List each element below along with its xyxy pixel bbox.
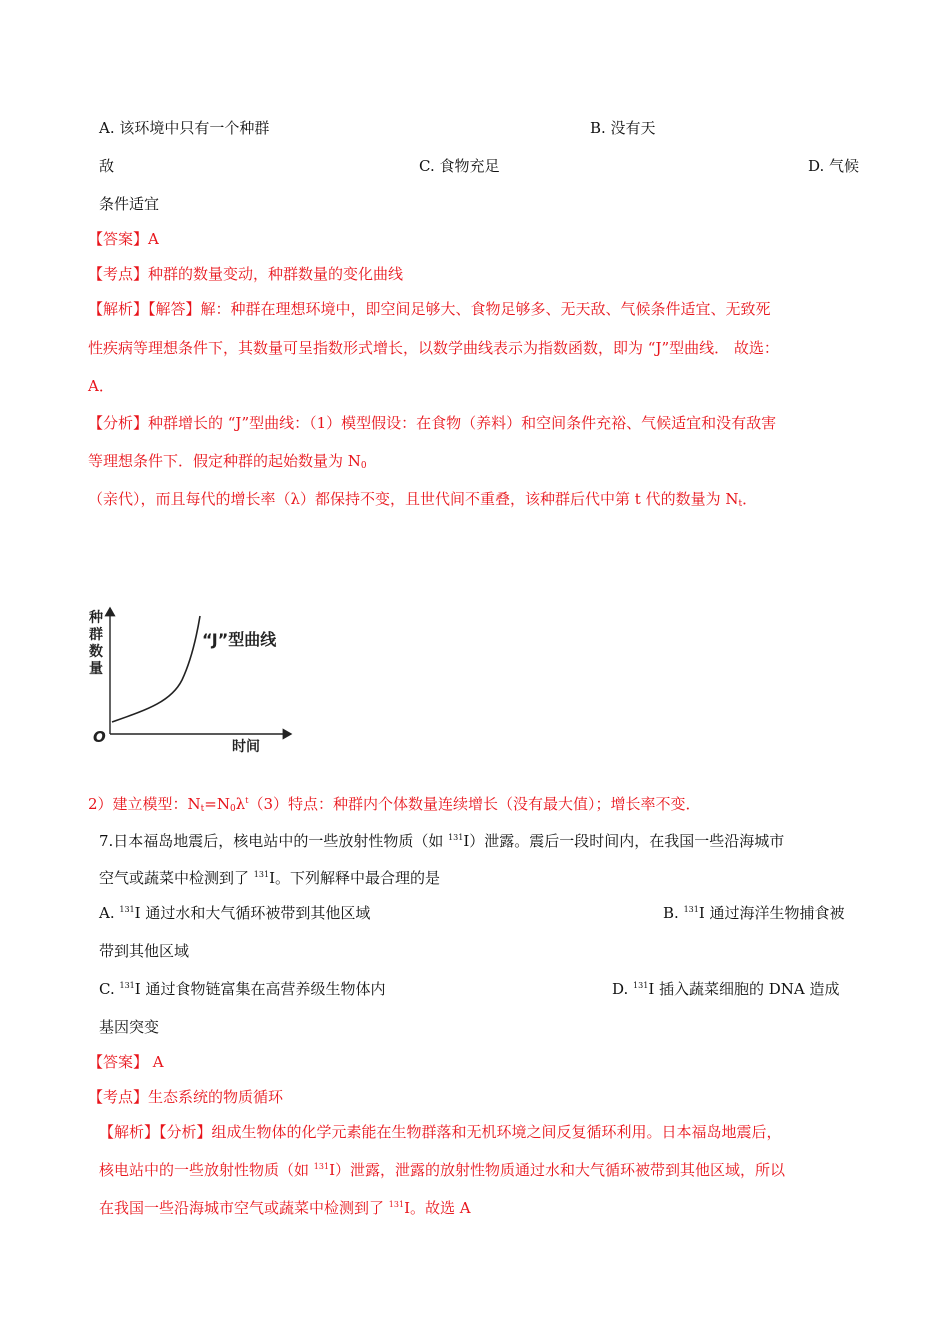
q7-stem-line1: 7.日本福岛地震后，核电站中的一些放射性物质（如 $^{131}$I）泄露。震后一段时间内，在我国一些沿海城市 (99, 832, 785, 850)
q7-answer: 【答案】 A (88, 1053, 164, 1071)
q7-option-a: A. $^{131}$I 通过水和大气循环被带到其他区域 (99, 904, 371, 922)
q6-jiexi-line2: 性疾病等理想条件下，其数量可呈指数形式增长，以数学曲线表示为指数函数，即为 “J”型曲线． 故选： (88, 339, 779, 357)
j-curve-figure (86, 600, 316, 760)
q6-fenxi-line2: 等理想条件下．假定种群的起始数量为 $N_0$ (88, 452, 367, 471)
q7-option-c: C. $^{131}$I 通过食物链富集在高营养级生物体内 (99, 980, 386, 998)
q6-kaodian: 【考点】种群的数量变动，种群数量的变化曲线 (88, 265, 404, 283)
y-label-char-2: 群 (89, 627, 103, 643)
q7-option-d-cont: 基因突变 (99, 1018, 160, 1036)
q6-fenxi-line1: 【分析】种群增长的 “J”型曲线：（1）模型假设：在食物（养料）和空间条件充裕、气候适宜和没有敌害 (88, 414, 777, 432)
q7-stem-line2: 空气或蔬菜中检测到了 $^{131}$I。下列解释中最合理的是 (99, 869, 440, 887)
curve-label: “J”型曲线 (202, 630, 277, 649)
q6-option-b: B. 没有天 (590, 119, 656, 137)
q6-option-c: C. 食物充足 (419, 157, 500, 175)
q7-kaodian: 【考点】生态系统的物质循环 (88, 1088, 284, 1106)
q6-answer: 【答案】A (88, 230, 159, 248)
q7-jiexi-line2: 核电站中的一些放射性物质（如 $^{131}$I）泄露，泄露的放射性物质通过水和大气循环被带到其他区域，所以 (99, 1161, 785, 1179)
q7-jiexi-line1: 【解析】【分析】组成生物体的化学元素能在生物群落和无机环境之间反复循环利用。日本福岛地震后， (99, 1123, 782, 1141)
q6-fenxi-line3: （亲代），而且每代的增长率（λ）都保持不变，且世代间不重叠，该种群后代中第 t 代的数量为 $N_t$． (88, 490, 758, 509)
q6-option-d-cont: 条件适宜 (99, 195, 160, 213)
origin-label: O (93, 728, 106, 746)
q7-option-d: D. $^{131}$I 插入蔬菜细胞的 DNA 造成 (612, 980, 840, 998)
q6-jiexi-line1: 【解析】【解答】解：种群在理想环境中，即空间足够大、食物足够多、无天敌、气候条件适宜、无致死 (88, 300, 771, 318)
q7-option-b-cont: 带到其他区域 (99, 942, 190, 960)
x-axis-label: 时间 (232, 739, 260, 755)
q7-jiexi-line3: 在我国一些沿海城市空气或蔬菜中检测到了 $^{131}$I。故选 A (99, 1199, 471, 1217)
j-curve-line (112, 616, 200, 722)
y-label-char-4: 量 (89, 661, 103, 677)
q6-jiexi-line3: A． (88, 377, 114, 395)
y-label-char-3: 数 (89, 644, 103, 660)
q6-option-b-cont: 敌 (99, 157, 115, 175)
y-label-char-1: 种 (89, 610, 103, 626)
q6-model-line: 2）建立模型：$N_t=N_0\lambda^t(3)$特点：种群内个体数量连续增长（没有最大值）；增长率不变． (88, 795, 701, 814)
q6-option-a: A. 该环境中只有一个种群 (99, 119, 270, 137)
q7-option-b: B. $^{131}$I 通过海洋生物捕食被 (663, 904, 845, 922)
q6-option-d: D. 气候 (808, 157, 860, 175)
